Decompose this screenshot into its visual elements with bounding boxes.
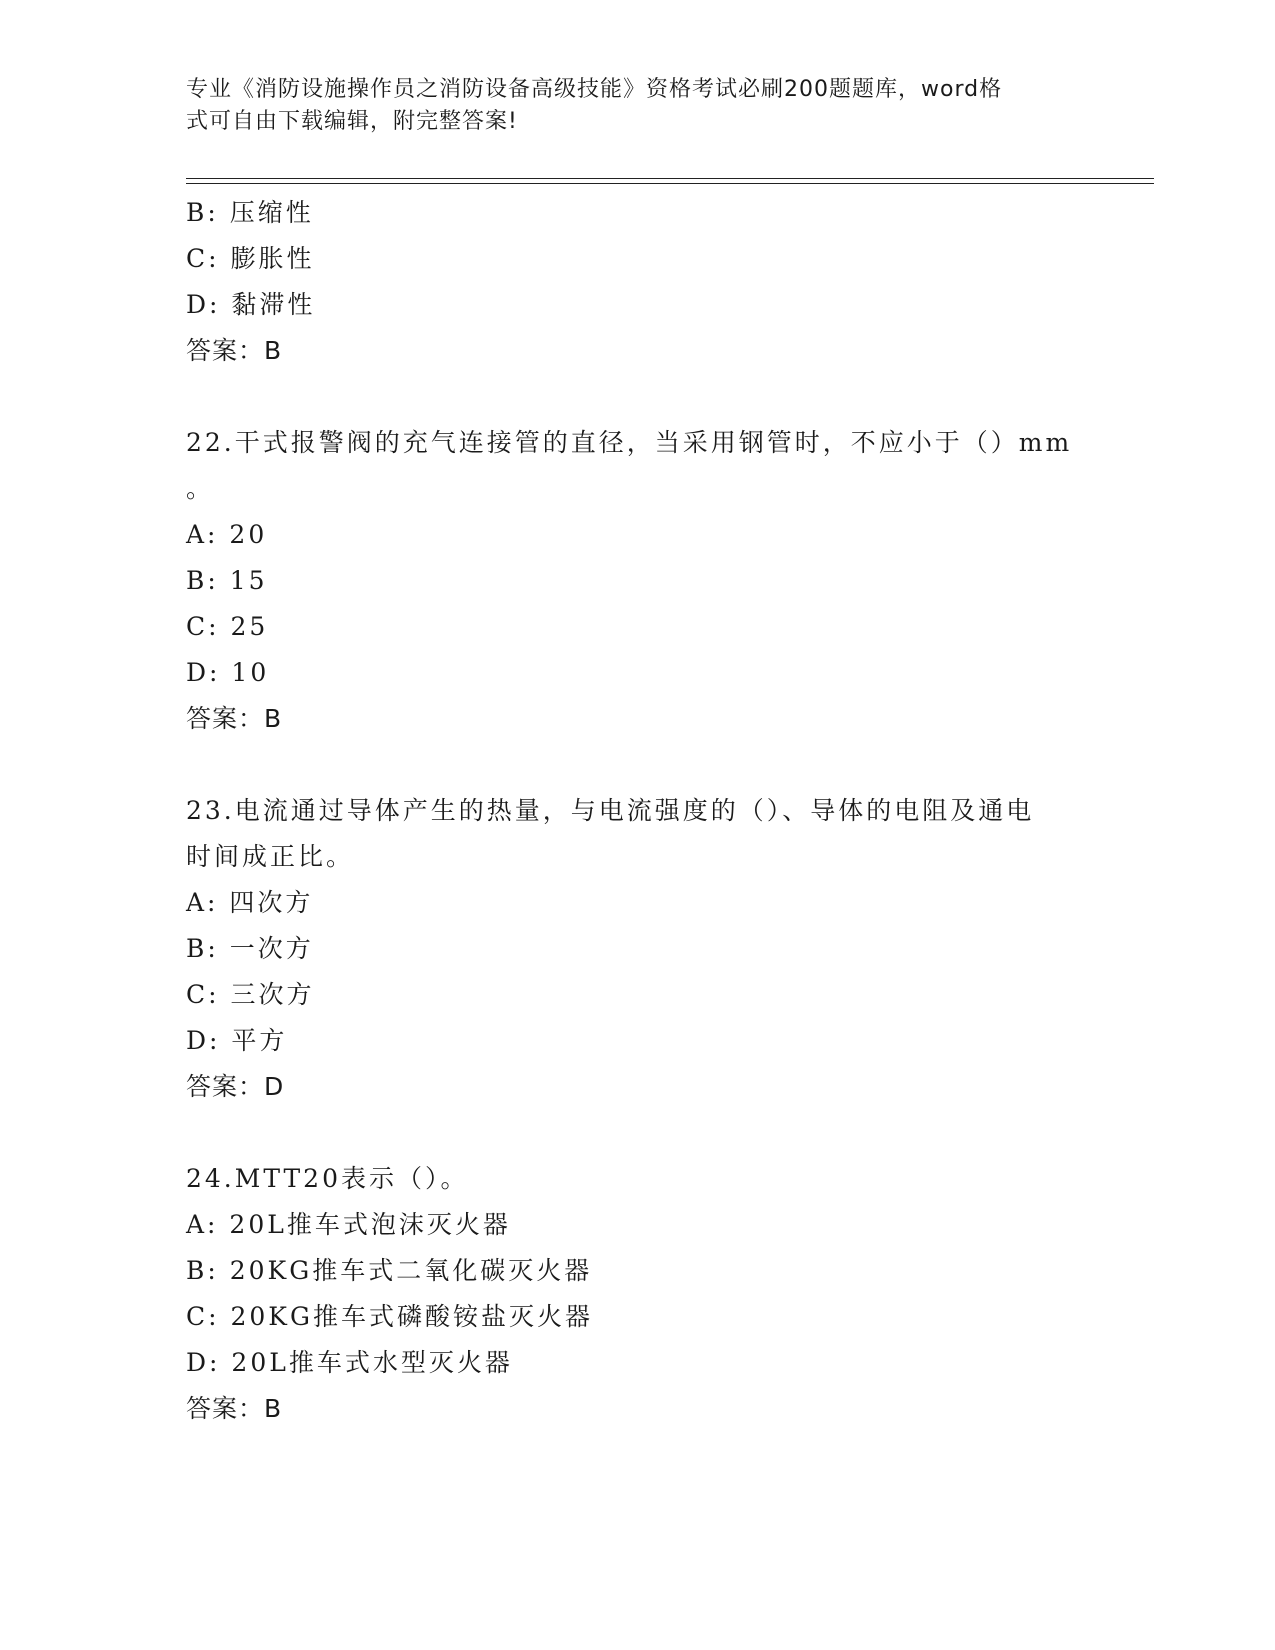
option-a: A: 20L推车式泡沫灭火器 <box>186 1210 511 1239</box>
question-24 <box>186 1156 1086 1432</box>
question-text-line: 。 <box>186 474 215 503</box>
header-line-2: 式可自由下载编辑，附完整答案! <box>186 109 518 134</box>
header-divider-top <box>186 178 1154 179</box>
answer-line: 答案：D <box>186 1072 285 1101</box>
header-line-1: 专业《消防设施操作员之消防设备高级技能》资格考试必刷200题题库，word格 <box>186 77 1003 102</box>
question-content <box>186 190 1086 1432</box>
answer-line: 答案：B <box>186 1394 283 1423</box>
option-a: A: 四次方 <box>186 888 314 917</box>
option-d: D: 黏滞性 <box>186 290 316 319</box>
option-b: B: 15 <box>186 566 268 595</box>
option-d: D: 平方 <box>186 1026 288 1055</box>
option-a: A: 20 <box>186 520 268 549</box>
answer-line: 答案：B <box>186 336 283 365</box>
option-d: D: 20L推车式水型灭火器 <box>186 1348 513 1377</box>
question-text-line: 23.电流通过导体产生的热量，与电流强度的（）、导体的电阻及通电 <box>186 796 1035 825</box>
option-d: D: 10 <box>186 658 270 687</box>
question-text-line: 24.MTT20表示（）。 <box>186 1164 469 1193</box>
option-c: C: 25 <box>186 612 269 641</box>
option-c: C: 膨胀性 <box>186 244 315 273</box>
option-c: C: 20KG推车式磷酸铵盐灭火器 <box>186 1302 593 1331</box>
question-21-partial <box>186 190 1086 374</box>
option-b: B: 压缩性 <box>186 198 314 227</box>
question-text-line: 时间成正比。 <box>186 842 355 871</box>
answer-line: 答案：B <box>186 704 283 733</box>
header-divider-bottom <box>186 183 1154 184</box>
question-23 <box>186 788 1086 1110</box>
option-b: B: 20KG推车式二氧化碳灭火器 <box>186 1256 593 1285</box>
question-22 <box>186 420 1086 742</box>
option-c: C: 三次方 <box>186 980 315 1009</box>
document-header <box>186 74 1066 138</box>
option-b: B: 一次方 <box>186 934 314 963</box>
question-text-line: 22.干式报警阀的充气连接管的直径，当采用钢管时，不应小于（）mm <box>186 428 1073 457</box>
